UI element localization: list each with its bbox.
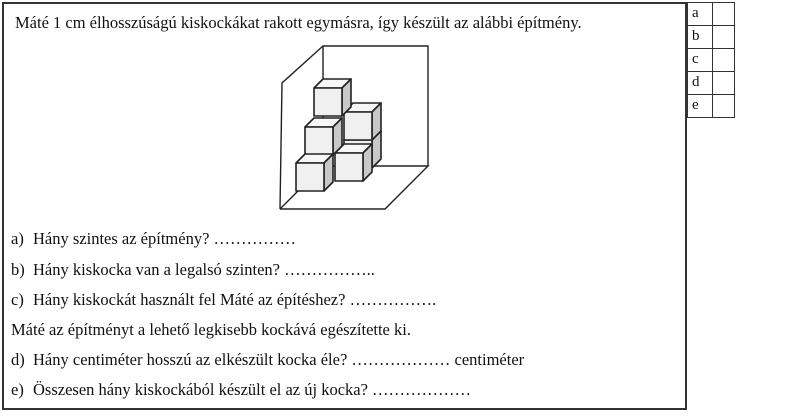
question-text: Összesen hány kiskockából készült el az új kocka? ……………… (33, 380, 472, 399)
score-label: a (688, 3, 713, 26)
score-row-a (688, 3, 735, 26)
question-label: e) (11, 380, 24, 399)
problem-intro: Máté 1 cm élhosszúságú kiskockákat rakott egymásra, így készült az alábbi építmény. (15, 13, 582, 32)
question-text: Hány kiskocka van a legalsó szinten? …………….. (33, 260, 375, 279)
question-c (11, 290, 436, 310)
extension-note: Máté az építményt a lehető legkisebb kockává egészítette ki. (11, 320, 411, 339)
score-label: c (688, 49, 713, 72)
cube-front-right (335, 144, 372, 181)
question-label: c) (11, 290, 24, 309)
cube-top (314, 79, 351, 116)
score-row-b (688, 26, 735, 49)
score-box[interactable] (713, 72, 735, 95)
cube-front-left (296, 154, 333, 191)
cubes (296, 79, 381, 191)
question-label: a) (11, 229, 24, 248)
score-label: d (688, 72, 713, 95)
question-e (11, 380, 471, 400)
cube-structure-diagram (270, 40, 450, 220)
score-row-c (688, 49, 735, 72)
score-label: b (688, 26, 713, 49)
question-label: b) (11, 260, 25, 279)
question-text: Hány kiskockát használt fel Máté az építéshez? ……………. (33, 290, 437, 309)
question-label: d) (11, 350, 25, 369)
score-box[interactable] (713, 49, 735, 72)
question-d (11, 350, 524, 370)
score-label: e (688, 95, 713, 118)
cube-middle-left (305, 118, 342, 155)
question-a (11, 229, 296, 249)
question-text: Hány szintes az építmény? …………… (33, 229, 297, 248)
question-text: Hány centiméter hosszú az elkészült kocka éle? ……………… centiméter (33, 350, 525, 369)
score-box[interactable] (713, 95, 735, 118)
question-b (11, 260, 375, 280)
score-row-d (688, 72, 735, 95)
score-box[interactable] (713, 26, 735, 49)
score-row-e (688, 95, 735, 118)
score-box[interactable] (713, 3, 735, 26)
score-table (687, 2, 735, 118)
